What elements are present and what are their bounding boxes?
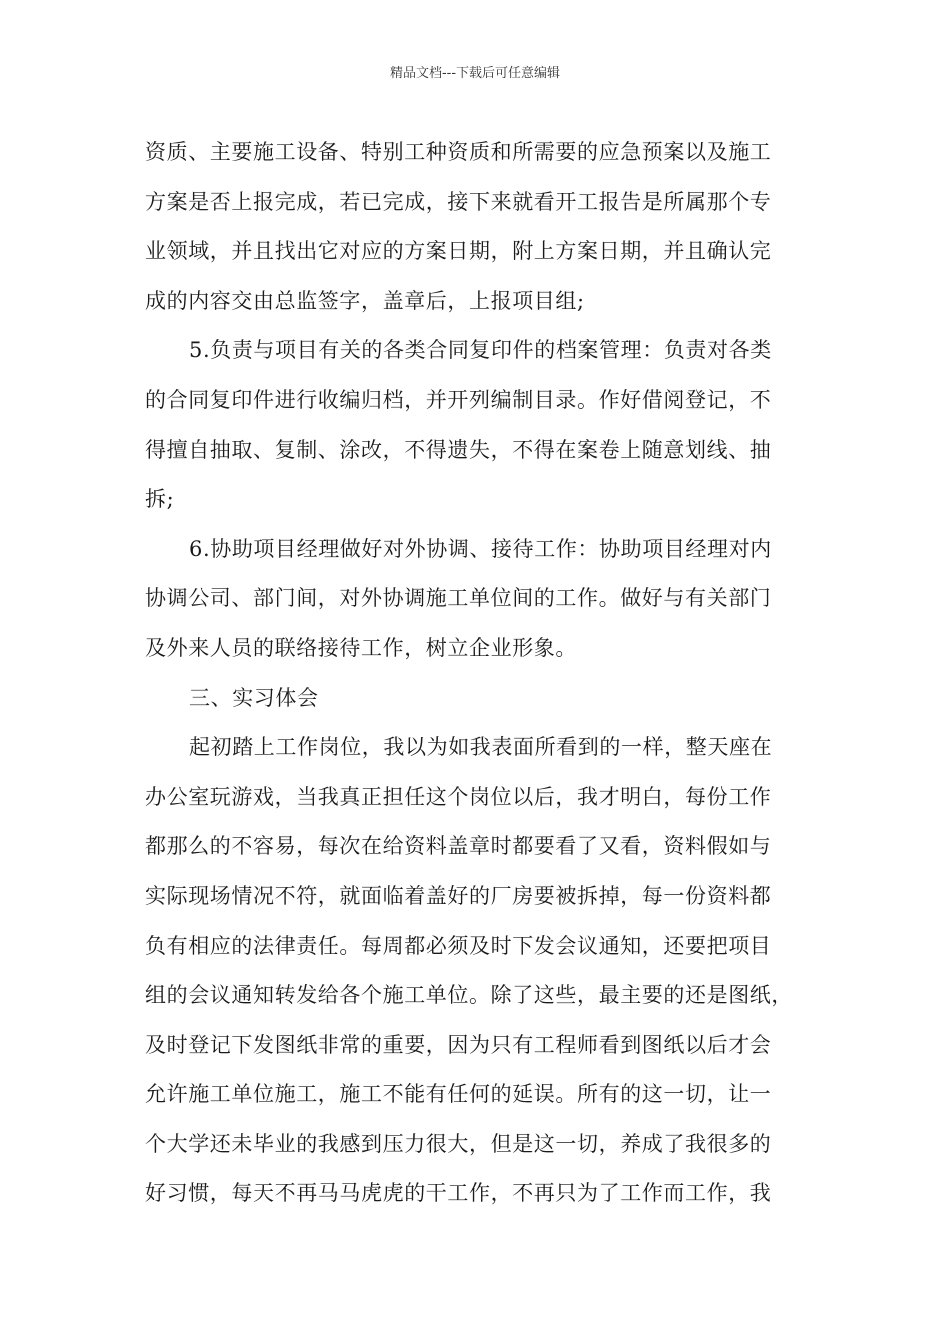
text-line: 得擅自抽取、复制、涂改，不得遗失，不得在案卷上随意划线、抽 xyxy=(145,437,772,462)
text-line: 成的内容交由总监签字，盖章后，上报项目组; xyxy=(145,288,585,313)
text-line: 好习惯，每天不再马马虎虎的干工作，不再只为了工作而工作，我 xyxy=(145,1181,772,1206)
section-heading: 三、实习体会 xyxy=(189,685,319,710)
paragraph-item-5-start: 5.负责与项目有关的各类合同复印件的档案管理：负责对各类 xyxy=(189,338,772,363)
text-line: 业领域，并且找出它对应的方案日期，附上方案日期，并且确认完 xyxy=(145,239,772,264)
text-line: 都那么的不容易，每次在给资料盖章时都要看了又看，资料假如与 xyxy=(145,834,772,859)
text-line: 及外来人员的联络接待工作，树立企业形象。 xyxy=(145,635,577,660)
paragraph-start: 起初踏上工作岗位，我以为如我表面所看到的一样，整天座在 xyxy=(189,735,773,760)
text-line: 实际现场情况不符，就面临着盖好的厂房要被拆掉，每一份资料都 xyxy=(145,883,772,908)
text-line: 方案是否上报完成，若已完成，接下来就看开工报告是所属那个专 xyxy=(145,189,772,214)
text-line: 组的会议通知转发给各个施工单位。除了这些，最主要的还是图纸， xyxy=(145,983,793,1008)
text-line: 拆; xyxy=(145,487,175,512)
text-line: 允许施工单位施工，施工不能有任何的延误。所有的这一切，让一 xyxy=(145,1082,772,1107)
page-header: 精品文档---下载后可任意编辑 xyxy=(389,66,561,81)
text-line: 负有相应的法律责任。每周都必须及时下发会议通知，还要把项目 xyxy=(145,933,772,958)
document-body xyxy=(145,128,810,1219)
text-line: 的合同复印件进行收编归档，并开列编制目录。作好借阅登记，不 xyxy=(145,387,772,412)
text-line: 及时登记下发图纸非常的重要，因为只有工程师看到图纸以后才会 xyxy=(145,1032,772,1057)
text-line: 个大学还未毕业的我感到压力很大，但是这一切，养成了我很多的 xyxy=(145,1131,772,1156)
text-line: 资质、主要施工设备、特别工种资质和所需要的应急预案以及施工 xyxy=(145,140,772,164)
paragraph-item-6-start: 6.协助项目经理做好对外协调、接待工作：协助项目经理对内 xyxy=(189,536,772,561)
text-line: 办公室玩游戏，当我真正担任这个岗位以后，我才明白，每份工作 xyxy=(145,784,772,809)
text-line: 协调公司、部门间，对外协调施工单位间的工作。做好与有关部门 xyxy=(145,586,772,611)
